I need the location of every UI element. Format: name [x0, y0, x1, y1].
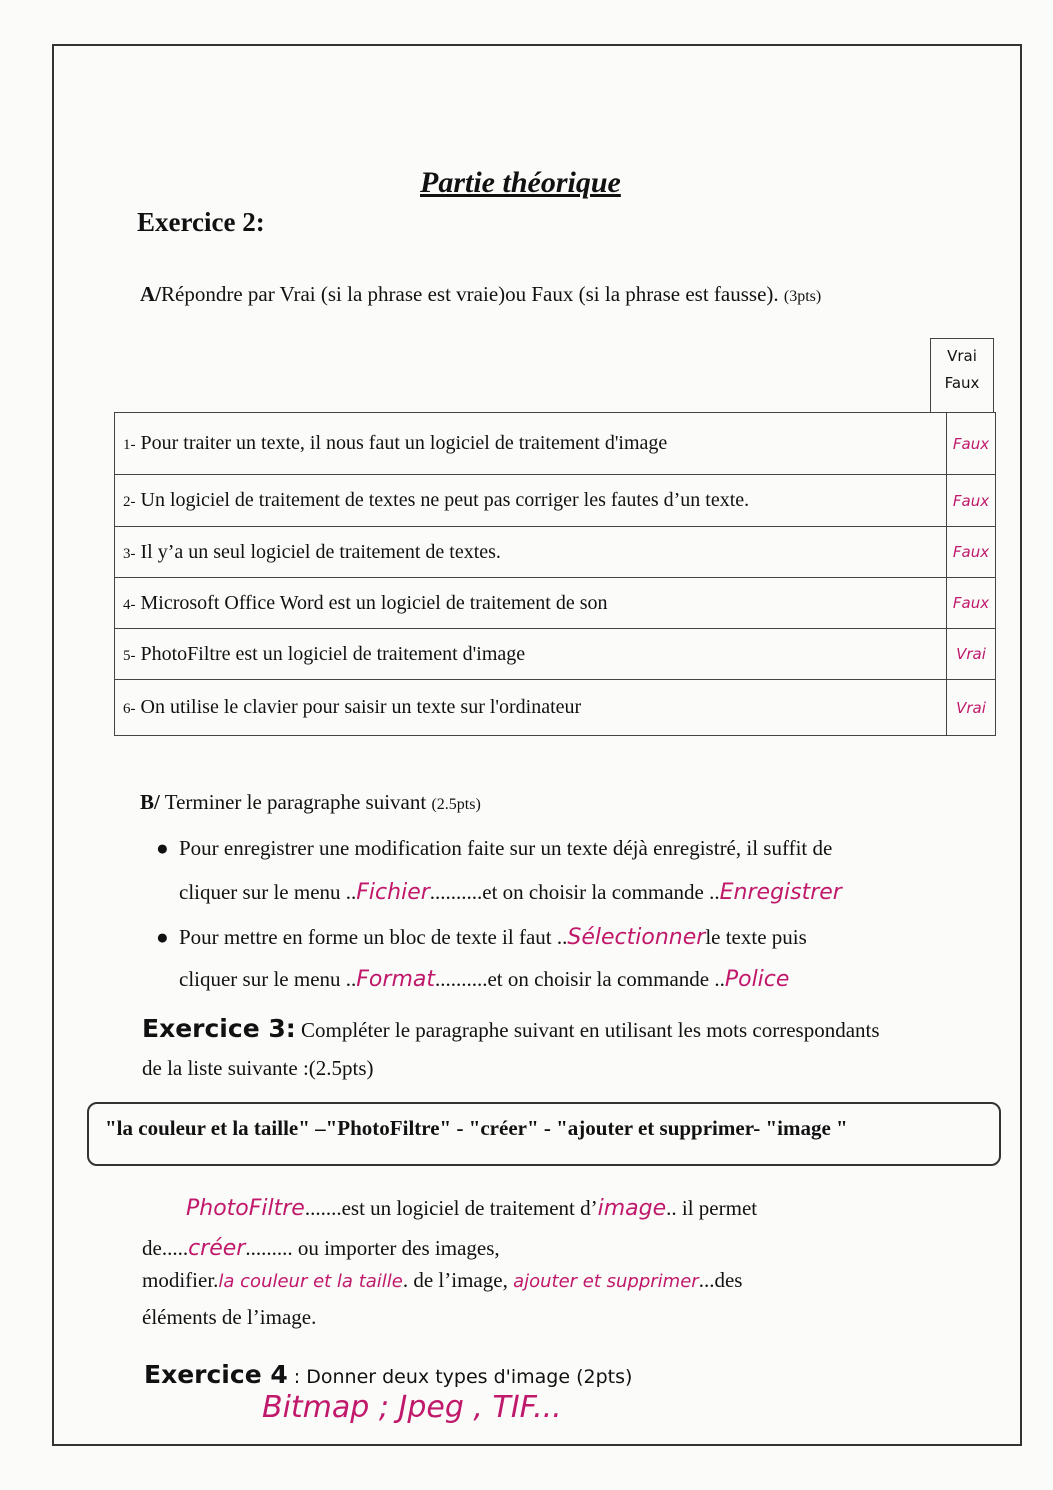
row-number: 5-	[123, 647, 136, 664]
statement-text: PhotoFiltre est un logiciel de traitement d'image	[140, 642, 526, 665]
row-number: 3-	[123, 545, 136, 562]
bullet-1-text-a: cliquer sur le menu ..	[179, 880, 357, 904]
handwritten-answer: la couleur et la taille	[218, 1271, 403, 1292]
exercise-3-heading: Exercice 3:	[142, 1014, 296, 1043]
bullet-2-line-2	[179, 967, 789, 992]
para-text: .......est un logiciel de traitement d’	[304, 1196, 598, 1220]
answer-cell: Faux	[947, 475, 996, 527]
statement-cell	[115, 475, 947, 527]
handwritten-answer: Enregistrer	[719, 880, 842, 905]
statement-cell	[115, 413, 947, 475]
row-number: 1-	[123, 437, 136, 453]
answer-cell: Vrai	[947, 629, 996, 680]
handwritten-answer: ajouter et supprimer	[513, 1271, 699, 1292]
table-row	[115, 475, 996, 527]
exercise-4-line	[144, 1360, 632, 1389]
statement-text: Microsoft Office Word est un logiciel de traitement de son	[140, 591, 608, 614]
bullet-icon: ●	[156, 836, 169, 860]
exercise-2-heading: Exercice 2:	[137, 207, 265, 237]
table-row	[115, 578, 996, 629]
answer-cell: Faux	[947, 578, 996, 629]
statement-cell	[115, 629, 947, 680]
part-a-instruction	[140, 282, 821, 307]
table-row	[115, 629, 996, 680]
part-a-points: (3pts)	[783, 288, 822, 305]
statement-cell	[115, 680, 947, 736]
exercise-3-instruction: Compléter le paragraphe suivant en utilisant les mots correspondants	[301, 1018, 880, 1042]
handwritten-answer: Police	[724, 967, 790, 992]
page-title: Partie théorique	[420, 166, 621, 199]
part-a-prefix: A/	[140, 282, 161, 306]
handwritten-answer: image	[597, 1196, 667, 1221]
part-b-points: (2.5pts)	[431, 796, 481, 813]
bullet-2-text-a: Pour mettre en forme un bloc de texte il faut ..	[179, 925, 568, 949]
para-text: de.....	[142, 1236, 189, 1260]
answer-cell: Faux	[947, 413, 996, 475]
row-number: 4-	[123, 596, 136, 613]
part-b-prefix: B/	[140, 790, 160, 814]
table-row	[115, 527, 996, 578]
para-text: .. il permet	[666, 1196, 758, 1220]
true-false-table	[114, 412, 996, 736]
handwritten-answer: Fichier	[356, 880, 430, 905]
para-text: . de l’image,	[402, 1268, 508, 1292]
exercise-4-heading: Exercice 4	[144, 1360, 288, 1389]
answer-cell: Faux	[947, 527, 996, 578]
row-number: 2-	[123, 494, 136, 510]
part-b-instruction	[140, 790, 481, 815]
handwritten-answer: créer	[188, 1236, 246, 1261]
ex3-para-line-1	[186, 1196, 757, 1221]
bullet-icon: ●	[156, 925, 169, 949]
exercise-3-line-1	[142, 1014, 880, 1043]
part-a-text: Répondre par Vrai (si la phrase est vraie)ou Faux (si la phrase est fausse).	[161, 282, 779, 306]
para-text: ......... ou importer des images,	[245, 1236, 500, 1260]
exercise-4-instruction: : Donner deux types d'image (2pts)	[293, 1366, 633, 1388]
word-list: "la couleur et la taille" –"PhotoFiltre" - "créer" - "ajouter et supprimer- "image "	[105, 1116, 848, 1140]
statement-cell	[115, 527, 947, 578]
col-vrai-label: Vrai	[947, 347, 977, 365]
bullet-2-text-b: le texte puis	[705, 925, 807, 949]
answer-cell: Vrai	[947, 680, 996, 736]
bullet-2-line-1	[179, 925, 807, 950]
para-text: ...des	[698, 1268, 743, 1292]
statement-text: Il y’a un seul logiciel de traitement de textes.	[140, 540, 501, 563]
handwritten-answer: Sélectionner	[567, 925, 706, 950]
statement-text: On utilise le clavier pour saisir un texte sur l'ordinateur	[140, 696, 582, 718]
para-text: modifier.	[142, 1268, 219, 1292]
table-row	[115, 413, 996, 475]
exercise-4-handwritten-answer: Bitmap ; Jpeg , TIF...	[262, 1390, 562, 1425]
statement-cell	[115, 578, 947, 629]
handwritten-answer: Format	[356, 967, 435, 992]
table-row	[115, 680, 996, 736]
ex3-para-line-4: éléments de l’image.	[142, 1305, 317, 1329]
statement-text: Pour traiter un texte, il nous faut un logiciel de traitement d'image	[140, 432, 668, 454]
part-b-text: Terminer le paragraphe suivant	[164, 790, 427, 814]
bullet-1-text-b: ..........et on choisir la commande ..	[429, 880, 720, 904]
col-faux-label: Faux	[944, 374, 980, 392]
bullet-2-text-c: cliquer sur le menu ..	[179, 967, 357, 991]
exercise-3-line-2: de la liste suivante :(2.5pts)	[142, 1056, 374, 1080]
ex3-para-line-2	[142, 1236, 500, 1261]
ex3-para-line-3	[142, 1268, 742, 1293]
statement-text: Un logiciel de traitement de textes ne peut pas corriger les fautes d’un texte.	[140, 489, 750, 511]
word-list-box	[87, 1102, 1001, 1166]
row-number: 6-	[123, 701, 136, 717]
vrai-faux-header	[930, 338, 994, 412]
bullet-1-line-1: Pour enregistrer une modification faite sur un texte déjà enregistré, il suffit de	[179, 836, 833, 860]
handwritten-answer: PhotoFiltre	[186, 1196, 305, 1221]
bullet-2-text-d: ..........et on choisir la commande ..	[434, 967, 725, 991]
bullet-1-line-2	[179, 880, 842, 905]
